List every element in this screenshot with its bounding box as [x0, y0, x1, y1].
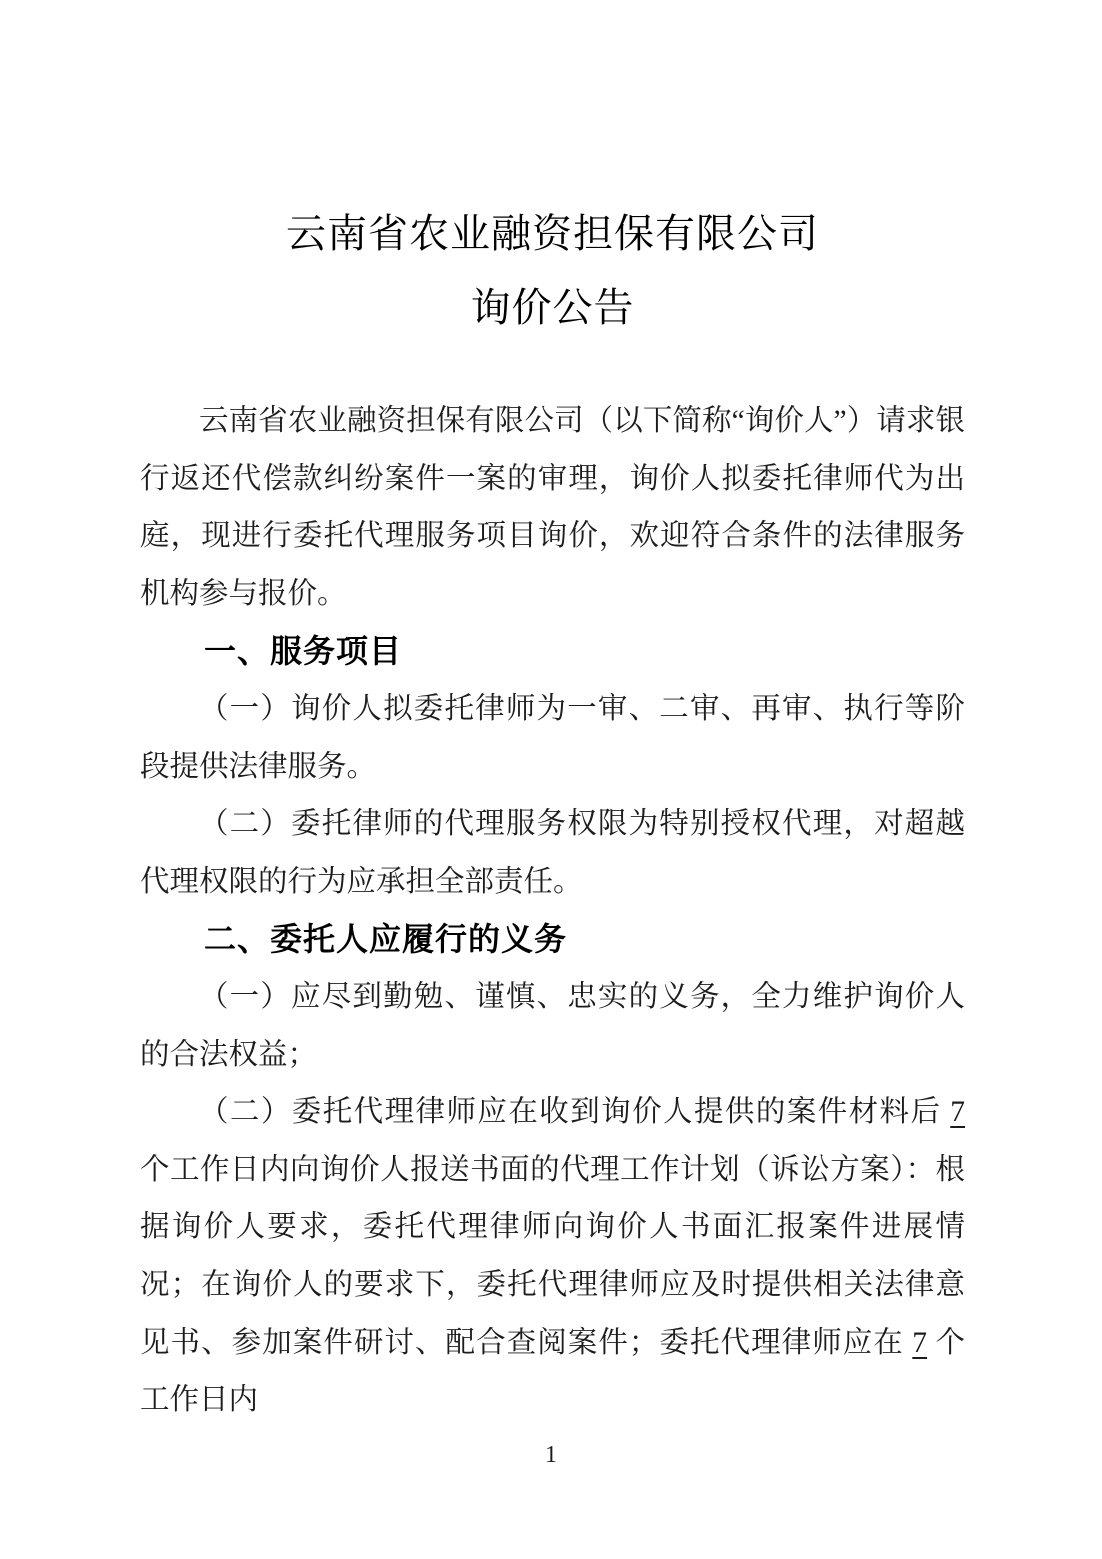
- section-2-item-2-text-middle: 个工作日内向询价人报送书面的代理工作计划（诉讼方案）：根据询价人要求，委托代理律师向询价人书面汇报案件进展情况；在询价人的要求下，委托代理律师应及时提供相关法律意见书、参加案件研讨、配合查阅案件；委托代理律师应在: [140, 1153, 965, 1359]
- section-2-item-2: [140, 1084, 965, 1430]
- document-title-line2: 询价公告: [470, 286, 635, 330]
- section-1-heading: 一、服务项目: [204, 633, 403, 670]
- document-title-line1: 云南省农业融资担保有限公司: [286, 212, 819, 256]
- section-2-heading: 二、委托人应履行的义务: [204, 921, 568, 958]
- document-body: [140, 393, 965, 1430]
- section-2-item-2-text-after: 个工作日内: [140, 1326, 965, 1417]
- intro-paragraph: 云南省农业融资担保有限公司（以下简称“询价人”）请求银行返还代偿款纠纷案件一案的审理，询价人拟委托律师代为出庭，现进行委托代理服务项目询价，欢迎符合条件的法律服务机构参与报价。: [140, 405, 965, 610]
- section-1-item-1: （一）询价人拟委托律师为一审、二审、再审、执行等阶段提供法律服务。: [140, 692, 965, 783]
- document-content: [140, 0, 965, 1430]
- section-1-item-2: （二）委托律师的代理服务权限为特别授权代理，对超越代理权限的行为应承担全部责任。: [140, 808, 965, 898]
- page-number: 1: [545, 1442, 557, 1468]
- section-2-item-1: （一）应尽到勤勉、谨慎、忠实的义务，全力维护询价人的合法权益；: [140, 980, 965, 1071]
- section-2-item-2-text-before: （二）委托代理律师应在收到询价人提供的案件材料后: [199, 1096, 951, 1129]
- working-days-count-second: 7: [912, 1326, 928, 1359]
- working-days-count-first: 7: [950, 1096, 965, 1129]
